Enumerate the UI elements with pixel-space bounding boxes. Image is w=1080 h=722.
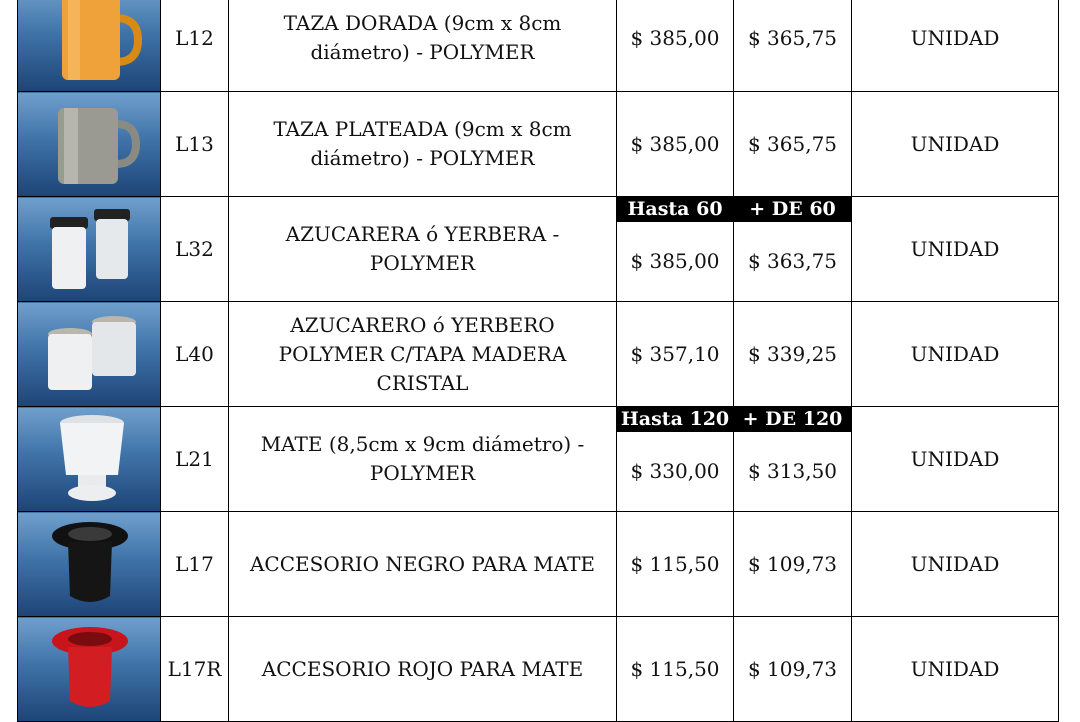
- price-tier-1: $ 357,10: [617, 302, 734, 407]
- price-tier-2-cell: [734, 407, 852, 512]
- price-tier-2: $ 339,25: [734, 302, 852, 407]
- product-image: [18, 302, 161, 407]
- product-code: L12: [161, 0, 229, 92]
- unit-label: UNIDAD: [852, 92, 1059, 197]
- unit-label: UNIDAD: [852, 407, 1059, 512]
- canister-pair-icon: [34, 199, 144, 299]
- product-description: AZUCARERA ó YERBERA - POLYMER: [229, 197, 617, 302]
- product-image: [18, 617, 161, 722]
- table-row: [18, 617, 1059, 722]
- golden-mug-icon: [34, 0, 144, 88]
- tier-header-2: + DE 120: [734, 407, 851, 432]
- product-code: L32: [161, 197, 229, 302]
- white-mate-icon: [34, 409, 144, 509]
- product-image: [18, 197, 161, 302]
- tier-header-1: Hasta 60: [617, 197, 733, 222]
- price-tier-1-cell: [617, 407, 734, 512]
- price-tier-2: $ 109,73: [734, 617, 852, 722]
- price-tier-2: $ 313,50: [747, 458, 838, 483]
- unit-label: UNIDAD: [852, 197, 1059, 302]
- product-description: AZUCARERO ó YERBERO POLYMER C/TAPA MADERA CRISTAL: [229, 302, 617, 407]
- product-code: L40: [161, 302, 229, 407]
- product-table: [17, 0, 1059, 722]
- product-code: L17: [161, 512, 229, 617]
- product-image: [18, 0, 161, 92]
- product-description: ACCESORIO ROJO PARA MATE: [229, 617, 617, 722]
- price-tier-1: $ 330,00: [630, 458, 720, 483]
- price-tier-2: $ 363,75: [747, 248, 838, 273]
- product-description: ACCESORIO NEGRO PARA MATE: [229, 512, 617, 617]
- unit-label: UNIDAD: [852, 512, 1059, 617]
- price-tier-1: $ 115,50: [617, 617, 734, 722]
- table-row: [18, 512, 1059, 617]
- product-code: L17R: [161, 617, 229, 722]
- price-tier-1: $ 115,50: [617, 512, 734, 617]
- price-tier-1: $ 385,00: [617, 0, 734, 92]
- product-description: TAZA PLATEADA (9cm x 8cm diámetro) - POLYMER: [229, 92, 617, 197]
- table-row: [18, 407, 1059, 512]
- price-tier-2: $ 365,75: [734, 92, 852, 197]
- table-row: [18, 92, 1059, 197]
- silver-mug-icon: [34, 94, 144, 194]
- product-description: MATE (8,5cm x 9cm diámetro) - POLYMER: [229, 407, 617, 512]
- tier-header-1: Hasta 120: [617, 407, 733, 432]
- unit-label: UNIDAD: [852, 302, 1059, 407]
- table-row: [18, 197, 1059, 302]
- unit-label: UNIDAD: [852, 0, 1059, 92]
- product-code: L13: [161, 92, 229, 197]
- tier-header-2: + DE 60: [734, 197, 851, 222]
- price-tier-2-cell: [734, 197, 852, 302]
- product-description: TAZA DORADA (9cm x 8cm diámetro) - POLYMER: [229, 0, 617, 92]
- price-tier-2: $ 365,75: [734, 0, 852, 92]
- product-image: [18, 92, 161, 197]
- product-image: [18, 512, 161, 617]
- unit-label: UNIDAD: [852, 617, 1059, 722]
- product-image: [18, 407, 161, 512]
- price-tier-1-cell: [617, 197, 734, 302]
- black-mate-accessory-icon: [34, 514, 144, 614]
- canister-lids-icon: [34, 304, 144, 404]
- table-row: [18, 302, 1059, 407]
- price-tier-1: $ 385,00: [617, 92, 734, 197]
- price-tier-2: $ 109,73: [734, 512, 852, 617]
- red-mate-accessory-icon: [34, 619, 144, 719]
- table-row: [18, 0, 1059, 92]
- price-tier-1: $ 385,00: [630, 248, 720, 273]
- product-code: L21: [161, 407, 229, 512]
- price-list: [17, 0, 1058, 722]
